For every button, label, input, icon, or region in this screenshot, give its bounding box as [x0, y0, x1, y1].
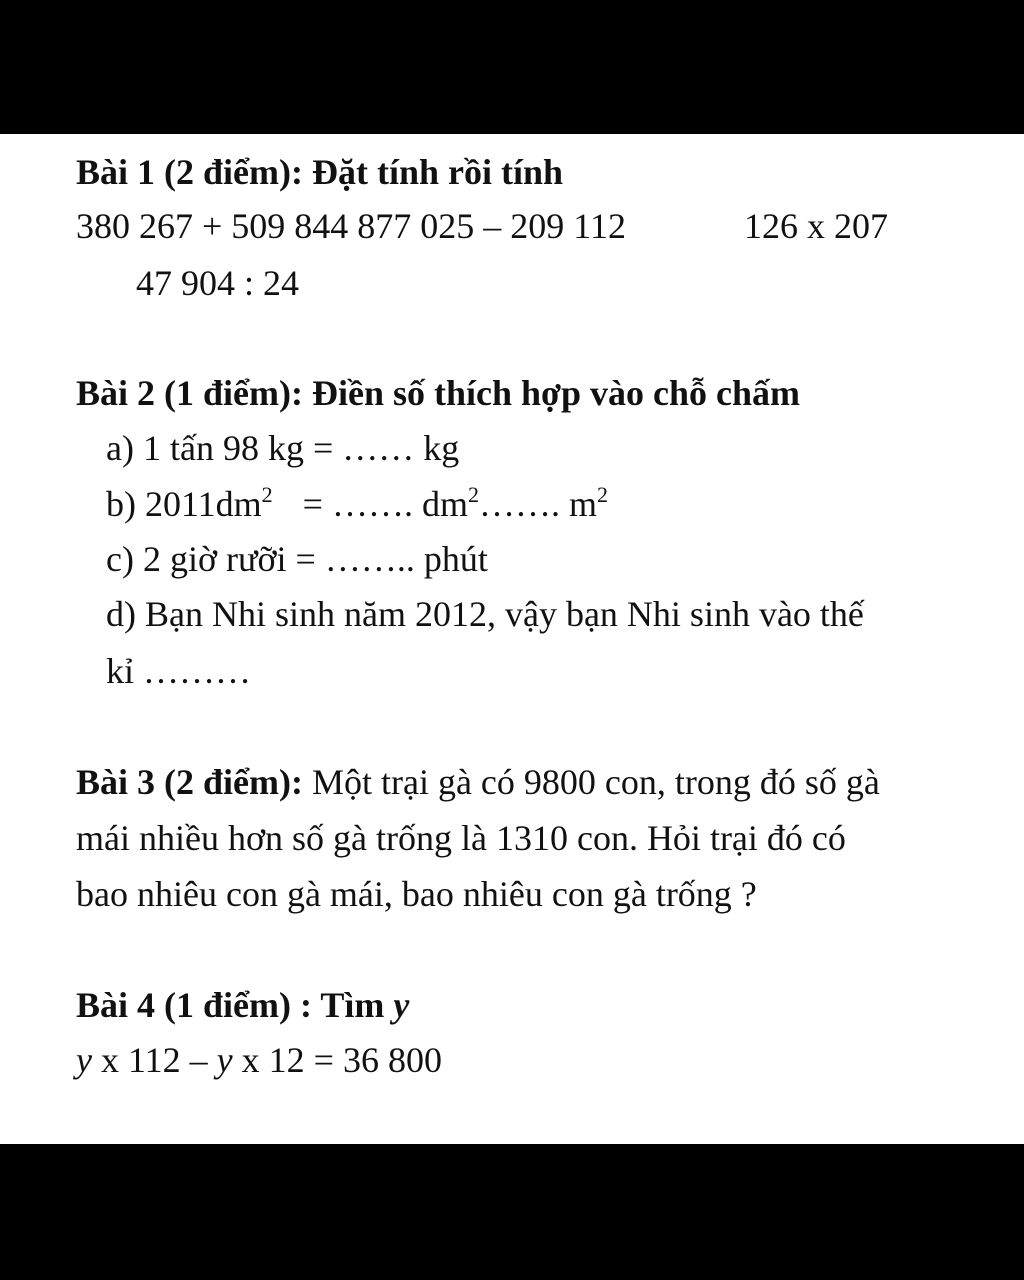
bai2-item-d-line-1: d) Bạn Nhi sinh năm 2012, vậy bạn Nhi sinh vào thế	[106, 594, 864, 634]
bai3-line-1-text: Một trại gà có 9800 con, trong đó số gà	[302, 762, 880, 802]
bai3-line-3: bao nhiêu con gà mái, bao nhiêu con gà trống ?	[76, 874, 757, 914]
bai4-equation-part-2: x 12 = 36 800	[232, 1040, 442, 1080]
bai2-item-a: a) 1 tấn 98 kg = …… kg	[106, 428, 460, 468]
bai4-equation-part-1: x 112 –	[91, 1040, 217, 1080]
bai4-title-line	[76, 985, 409, 1025]
bai2-item-b-exponent-3: 2	[596, 482, 608, 507]
bai2-title: Bài 2 (1 điểm): Điền số thích hợp vào chỗ chấm	[76, 373, 800, 413]
bai1-expression-a: 380 267 + 509 844 877 025 – 209 112	[76, 206, 626, 246]
bai4-variable: y	[393, 985, 410, 1025]
bai2-item-c: c) 2 giờ rưỡi = …….. phút	[106, 539, 488, 579]
bai1-expression-b: 126 x 207	[744, 206, 888, 246]
bai1-title: Bài 1 (2 điểm): Đặt tính rồi tính	[76, 152, 564, 192]
bai4-equation-y-2: y	[216, 1040, 233, 1080]
bai2-item-d-line-2: kỉ ………	[106, 651, 252, 691]
bai2-item-b-dots: ……. m	[478, 484, 597, 524]
bai4-equation	[76, 1040, 442, 1080]
bai2-item-b-exponent-2: 2	[467, 482, 479, 507]
bai4-equation-y-1: y	[76, 1040, 92, 1080]
bai2-item-b-middle: = ……. dm	[302, 484, 468, 524]
bai3-title: Bài 3 (2 điểm):	[76, 762, 303, 802]
bai3-line-2: mái nhiều hơn số gà trống là 1310 con. Hỏi trại đó có	[76, 818, 846, 858]
bai4-title: Bài 4 (1 điểm) : Tìm	[76, 985, 394, 1025]
bai1-expression-c: 47 904 : 24	[136, 263, 300, 303]
bai2-item-b-prefix: b) 2011dm	[106, 484, 262, 524]
bai3-line-1	[76, 762, 880, 802]
bai2-item-b-exponent-1: 2	[261, 482, 273, 507]
bai2-item-b	[106, 484, 608, 524]
